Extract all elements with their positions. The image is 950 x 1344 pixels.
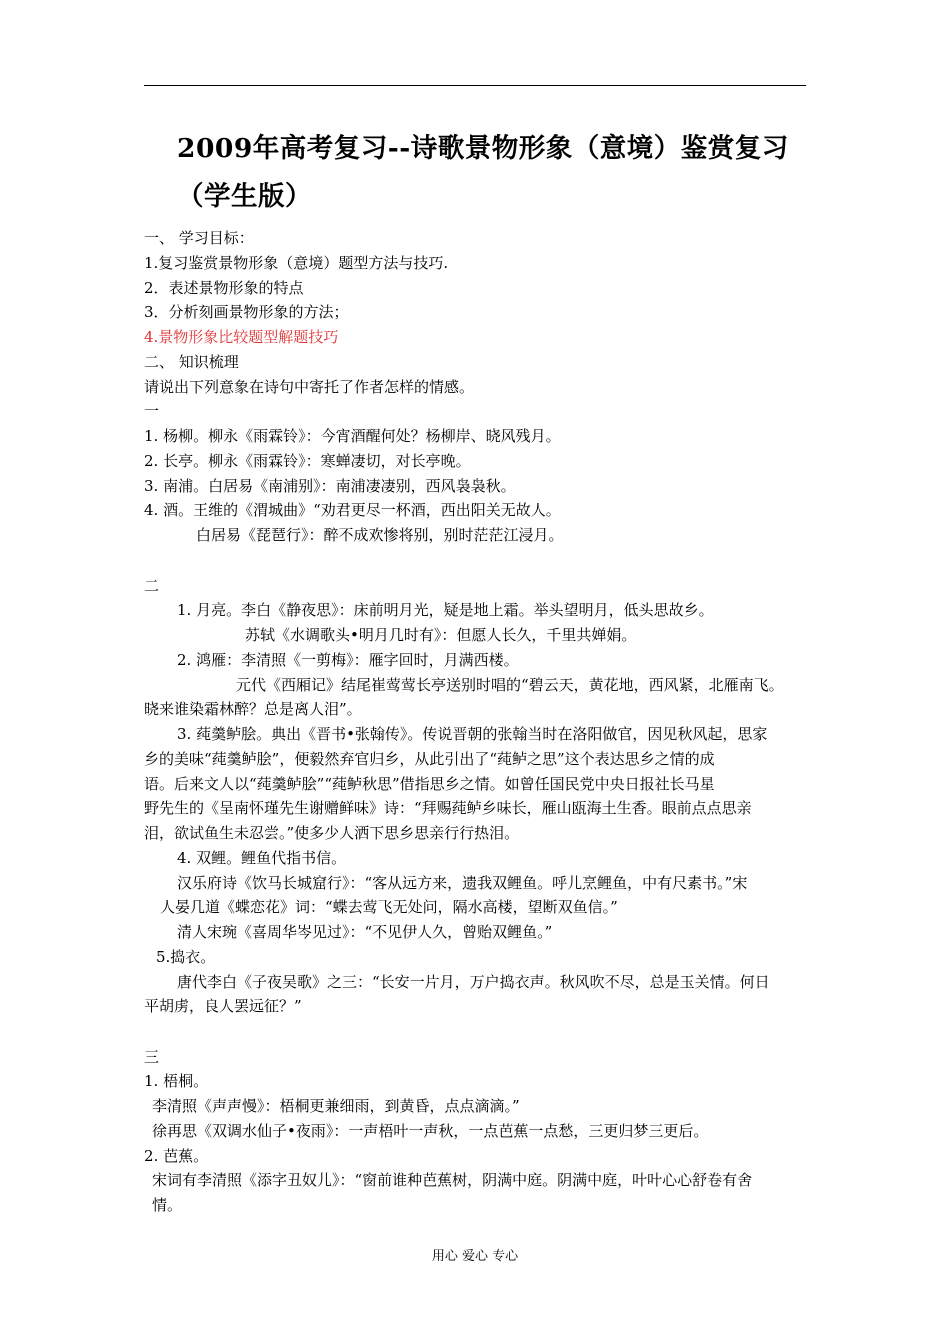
imagery-item: 4. 酒。王维的《渭城曲》“劝君更尽一杯酒，西出阳关无故人。: [144, 501, 561, 519]
imagery-item: 2. 芭蕉。: [144, 1147, 209, 1165]
imagery-item-continued: 野先生的《呈南怀瑾先生谢赠鲜味》诗：“拜赐莼鲈乡味长，雁山瓯海土生香。眼前点点思亲: [144, 799, 752, 817]
imagery-item-continued: 苏轼《水调歌头•明月几时有》：但愿人长久，千里共婵娟。: [245, 626, 637, 644]
section-heading-goals: 一、 学习目标：: [144, 229, 254, 247]
group-marker: 三: [144, 1048, 160, 1066]
imagery-item-continued: 宋词有李清照《添字丑奴儿》：“窗前谁种芭蕉树，阴满中庭。阴满中庭，叶叶心心舒卷有舍: [152, 1171, 753, 1189]
imagery-item: 1. 梧桐。: [144, 1072, 209, 1090]
document-title: 2009年高考复习--诗歌景物形象（意境）鉴赏复习: [177, 133, 789, 164]
imagery-item-continued: 人晏几道《蝶恋花》词：“蝶去莺飞无处问，隔水高楼，望断双鱼信。”: [160, 898, 618, 916]
imagery-item-continued: 平胡虏，良人罢远征？”: [144, 997, 302, 1015]
imagery-item: 3. 南浦。白居易《南浦别》：南浦凄凄别，西风袅袅秋。: [144, 477, 516, 495]
imagery-item-continued: 晓来谁染霜林醉？总是离人泪”。: [144, 700, 362, 718]
goal-item: 3．分析刻画景物形象的方法；: [144, 303, 349, 321]
imagery-item-continued: 唐代李白《子夜吴歌》之三：“长安一片月，万户捣衣声。秋风吹不尽，总是玉关情。何日: [177, 973, 770, 991]
imagery-item: 1. 杨柳。柳永《雨霖铃》：今宵酒醒何处？杨柳岸、晓风残月。: [144, 427, 561, 445]
imagery-item-continued: 白居易《琵琶行》：醉不成欢惨将别，别时茫茫江浸月。: [196, 526, 564, 544]
imagery-item-continued: 李清照《声声慢》：梧桐更兼细雨，到黄昏，点点滴滴。”: [152, 1097, 520, 1115]
goal-item: 2．表述景物形象的特点: [144, 279, 304, 297]
imagery-item: 3. 莼羹鲈脍。典出《晋书•张翰传》。传说晋朝的张翰当时在洛阳做官，因见秋风起，思家: [177, 725, 768, 743]
imagery-item-continued: 情。: [152, 1196, 183, 1214]
section-heading-knowledge: 二、 知识梳理: [144, 353, 239, 371]
imagery-item: 1. 月亮。李白《静夜思》：床前明月光，疑是地上霜。举头望明月，低头思故乡。: [177, 601, 714, 619]
imagery-item-continued: 清人宋琬《喜周华岑见过》：“不见伊人久，曾贻双鲤鱼。”: [177, 923, 553, 941]
header-rule: [144, 85, 806, 86]
page-footer: 用心 爱心 专心: [431, 1249, 519, 1264]
imagery-item-continued: 语。后来文人以“莼羹鲈脍”“莼鲈秋思”借指思乡之情。如曾任国民党中央日报社长马星: [144, 775, 715, 793]
imagery-item-continued: 徐再思《双调水仙子•夜雨》：一声梧叶一声秋，一点芭蕉一点愁，三更归梦三更后。: [152, 1122, 709, 1140]
imagery-item: 2. 长亭。柳永《雨霖铃》：寒蝉凄切，对长亭晚。: [144, 452, 471, 470]
imagery-item-continued: 泪，欲试鱼生未忍尝。”使多少人洒下思乡思亲行行热泪。: [144, 824, 520, 842]
imagery-item-continued: 元代《西厢记》结尾崔莺莺长亭送别时唱的“碧云天，黄花地，西风紧，北雁南飞。: [236, 676, 784, 694]
instruction-text: 请说出下列意象在诗句中寄托了作者怎样的情感。: [144, 378, 475, 396]
imagery-item: 4. 双鲤。鲤鱼代指书信。: [177, 849, 347, 867]
goal-item: 1.复习鉴赏景物形象（意境）题型方法与技巧.: [144, 254, 449, 272]
goal-item-highlighted: 4.景物形象比较题型解题技巧: [144, 328, 339, 346]
document-subtitle: （学生版）: [177, 181, 312, 212]
imagery-item: 5.捣衣。: [156, 948, 216, 966]
group-marker: 二: [144, 577, 160, 595]
group-marker: 一: [144, 402, 160, 420]
imagery-item-continued: 汉乐府诗《饮马长城窟行》：“客从远方来，遗我双鲤鱼。呼儿烹鲤鱼，中有尺素书。”宋: [177, 874, 748, 892]
imagery-item: 2. 鸿雁：李清照《一剪梅》：雁字回时，月满西楼。: [177, 651, 519, 669]
imagery-item-continued: 乡的美味“莼羹鲈脍”，便毅然弃官归乡，从此引出了“莼鲈之思”这个表达思乡之情的成: [144, 750, 715, 768]
